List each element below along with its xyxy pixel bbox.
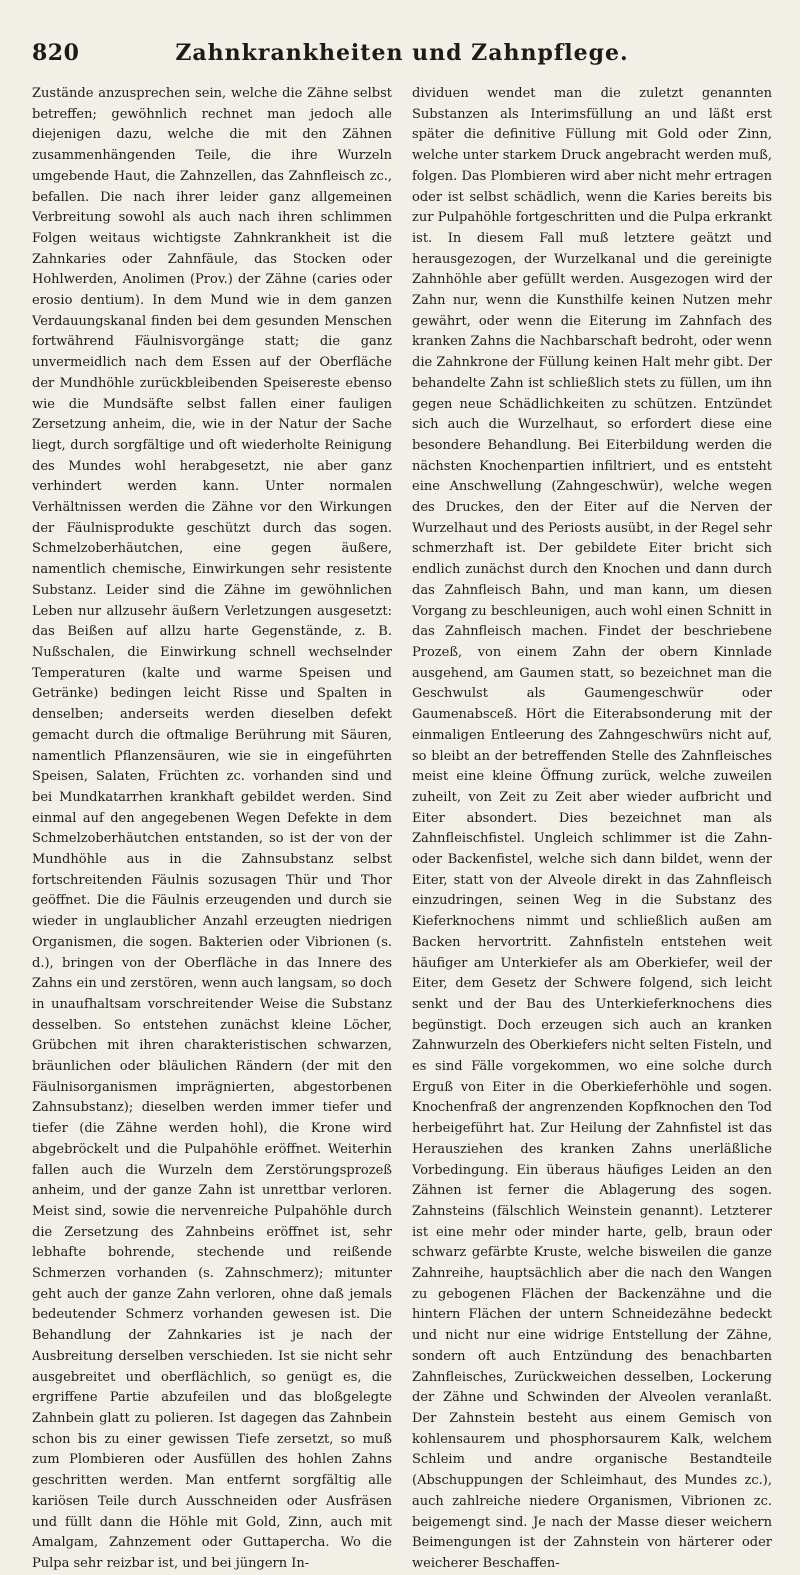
- running-title: Zahnkrankheiten und Zahnpflege.: [175, 40, 629, 66]
- right-column: [406, 84, 772, 1571]
- left-column-text: Zustände anzusprechen sein, welche die Zähne selbst betreffen; gewöhnlich rechnet man jedoch alle diejenigen dazu, welche die mit den Zähnen zusammenhängenden Teile, die ihre Wurzeln umgebende Haut, die Zahnzellen, das Zahnfleisch zc., befallen. Die nach ihrer leider ganz allgemeinen Verbreitung sowohl als auch nach ihren schlimmen Folgen weitaus wichtigste Zahnkrankheit ist die Zahnkaries oder Zahnfäule, das Stocken oder Hohlwerden, Anolimen (Prov.) der Zähne (caries oder erosio dentium). In dem Mund wie in dem ganzen Verdauungskanal finden bei dem gesunden Menschen fortwährend Fäulnisvorgänge statt; die ganz unvermeidlich nach dem Essen auf der Oberfläche der Mundhöhle zurückbleibenden Speisereste ebenso wie die Mundsäfte selbst fallen einer fauligen Zersetzung anheim, die, wie in der Natur der Sache liegt, durch sorgfältige und oft wiederholte Reinigung des Mundes wohl herabgesetzt, nie aber ganz verhindert werden kann. Unter normalen Verhältnissen werden die Zähne vor den Wirkungen der Fäulnisprodukte geschützt durch das sogen. Schmelzoberhäutchen, eine gegen äußere, namentlich chemische, Einwirkungen sehr resistente Substanz. Leider sind die Zähne im gewöhnlichen Leben nur allzusehr äußern Verletzungen ausgesetzt: das Beißen auf allzu harte Gegenstände, z. B. Nußschalen, die Einwirkung schnell wechselnder Temperaturen (kalte und warme Speisen und Getränke) bedingen leicht Risse und Spalten in denselben; anderseits werden dieselben defekt gemacht durch die oftmalige Berührung mit Säuren, namentlich Pflanzensäuren, wie sie in eingeführten Speisen, Salaten, Früchten zc. vorhanden sind und bei Mundkatarrhen krankhaft gebildet werden. Sind einmal auf den angegebenen Wegen Defekte in dem Schmelzoberhäutchen entstanden, so ist der von der Mundhöhle aus in die Zahnsubstanz selbst fortschreitenden Fäulnis sozusagen Thür und Thor geöffnet. Die die Fäulnis erzeugenden und durch sie wieder in unglaublicher Anzahl erzeugten niedrigen Organismen, die sogen. Bakterien oder Vibrionen (s. d.), bringen von der Oberfläche in das Innere des Zahns ein und zerstören, wenn auch langsam, so doch in unaufhaltsam vorschreitender Weise die Substanz desselben. So entstehen zunächst kleine Löcher, Grübchen mit ihren charakteristischen schwarzen, bräunlichen oder bläulichen Rändern (der mit den Fäulnisorganismen imprägnierten, abgestorbenen Zahnsubstanz); dieselben werden immer tiefer und tiefer (die Zähne werden hohl), die Krone wird abgebröckelt und die Pulpahöhle eröffnet. Weiterhin fallen auch die Wurzeln dem Zerstörungsprozeß anheim, und der ganze Zahn ist unrettbar verloren. Meist sind, sowie die nervenreiche Pulpahöhle durch die Zersetzung des Zahnbeins eröffnet ist, sehr lebhafte bohrende, stechende und reißende Schmerzen vorhanden (s. Zahnschmerz); mitunter geht auch der ganze Zahn verloren, ohne daß jemals bedeutender Schmerz vorhanden gewesen ist. Die Behandlung der Zahnkaries ist je nach der Ausbreitung derselben verschieden. Ist sie nicht sehr ausgebreitet und oberflächlich, so genügt es, die ergriffene Partie abzufeilen und das bloßgelegte Zahnbein glatt zu polieren. Ist dagegen das Zahnbein schon bis zu einer gewissen Tiefe zersetzt, so muß zum Plombieren oder Ausfüllen des hohlen Zahns geschritten werden. Man entfernt sorgfältig alle kariösen Teile durch Ausschneiden oder Ausfräsen und füllt dann die Höhle mit Gold, Zinn, auch mit Amalgam, Zahnzement oder Guttapercha. Wo die Pulpa sehr reizbar ist, und bei jüngern In-: [32, 86, 392, 1571]
- column-divider: [399, 92, 400, 1242]
- page-header: [32, 36, 772, 72]
- page-number: 820: [32, 40, 80, 66]
- left-column: [32, 84, 392, 1571]
- right-column-text: dividuen wendet man die zuletzt genannten Substanzen als Interimsfüllung an und läßt erst später die definitive Füllung mit Gold oder Zinn, welche unter starkem Druck angebracht werden muß, folgen. Das Plombieren wird aber nicht mehr ertragen oder ist selbst schädlich, wenn die Karies bereits bis zur Pulpahöhle fortgeschritten und die Pulpa erkrankt ist. In diesem Fall muß letztere geätzt und herausgezogen, der Wurzelkanal und die gereinigte Zahnhöhle aber gefüllt werden. Ausgezogen wird der Zahn nur, wenn die Kunsthilfe keinen Nutzen mehr gewährt, oder wenn die Eiterung im Zahnfach des kranken Zahns die Nachbarschaft bedroht, oder wenn die Zahnkrone der Füllung keinen Halt mehr gibt. Der behandelte Zahn ist schließlich stets zu füllen, um ihn gegen neue Schädlichkeiten zu schützen. Entzündet sich auch die Wurzelhaut, so erfordert diese eine besondere Behandlung. Bei Eiterbildung werden die nächsten Knochenpartien infiltriert, und es entsteht eine Anschwellung (Zahngeschwür), welche wegen des Druckes, den der Eiter auf die Nerven der Wurzelhaut und des Periosts ausübt, in der Regel sehr schmerzhaft ist. Der gebildete Eiter bricht sich endlich zunächst durch den Knochen und dann durch das Zahnfleisch Bahn, und man kann, um diesen Vorgang zu beschleunigen, auch wohl einen Schnitt in das Zahnfleisch machen. Findet der beschriebene Prozeß, von einem Zahn der obern Kinnlade ausgehend, am Gaumen statt, so bezeichnet man die Geschwulst als Gaumengeschwür oder Gaumenabsceß. Hört die Eiterabsonderung mit der einmaligen Entleerung des Zahngeschwürs nicht auf, so bleibt an der betreffenden Stelle des Zahnfleisches meist eine kleine Öffnung zurück, welche zuweilen zuheilt, von Zeit zu Zeit aber wieder aufbricht und Eiter absondert. Dies bezeichnet man als Zahnfleischfistel. Ungleich schlimmer ist die Zahn- oder Backenfistel, welche sich dann bildet, wenn der Eiter, statt von der Alveole direkt in das Zahnfleisch einzudringen, seinen Weg in die Substanz des Kieferknochens nimmt und schließlich außen am Backen hervortritt. Zahnfisteln entstehen weit häufiger am Unterkiefer als am Oberkiefer, weil der Eiter, dem Gesetz der Schwere folgend, sich leicht senkt und der Bau des Unterkieferknochens dies begünstigt. Doch erzeugen sich auch an kranken Zahnwurzeln des Oberkiefers nicht selten Fisteln, und es sind Fälle vorgekommen, wo eine solche durch Erguß von Eiter in die Oberkieferhöhle und sogen. Knochenfraß der angrenzenden Kopfknochen den Tod herbeigeführt hat. Zur Heilung der Zahnfistel ist das Herausziehen des kranken Zahns unerläßliche Vorbedingung. Ein überaus häufiges Leiden an den Zähnen ist ferner die Ablagerung des sogen. Zahnsteins (fälschlich Weinstein genannt). Letzterer ist eine mehr oder minder harte, gelb, braun oder schwarz gefärbte Kruste, welche bisweilen die ganze Zahnreihe, hauptsächlich aber die nach den Wangen zu gebogenen Flächen der Backenzähne und die hintern Flächen der untern Schneidezähne bedeckt und nicht nur eine widrige Entstellung der Zähne, sondern oft auch Entzündung des benachbarten Zahnfleisches, Zurückweichen desselben, Lockerung der Zähne und Schwinden der Alveolen veranlaßt. Der Zahnstein besteht aus einem Gemisch von kohlensaurem und phosphorsaurem Kalk, welchem Schleim und andre organische Bestandteile (Abschuppungen der Schleimhaut, des Mundes zc.), auch zahlreiche niedere Organismen, Vibrionen zc. beigemengt sind. Je nach der Masse dieser weichern Beimengungen ist der Zahnstein von härterer oder weicherer Beschaffen-: [412, 86, 772, 1571]
- text-columns: [32, 84, 772, 1571]
